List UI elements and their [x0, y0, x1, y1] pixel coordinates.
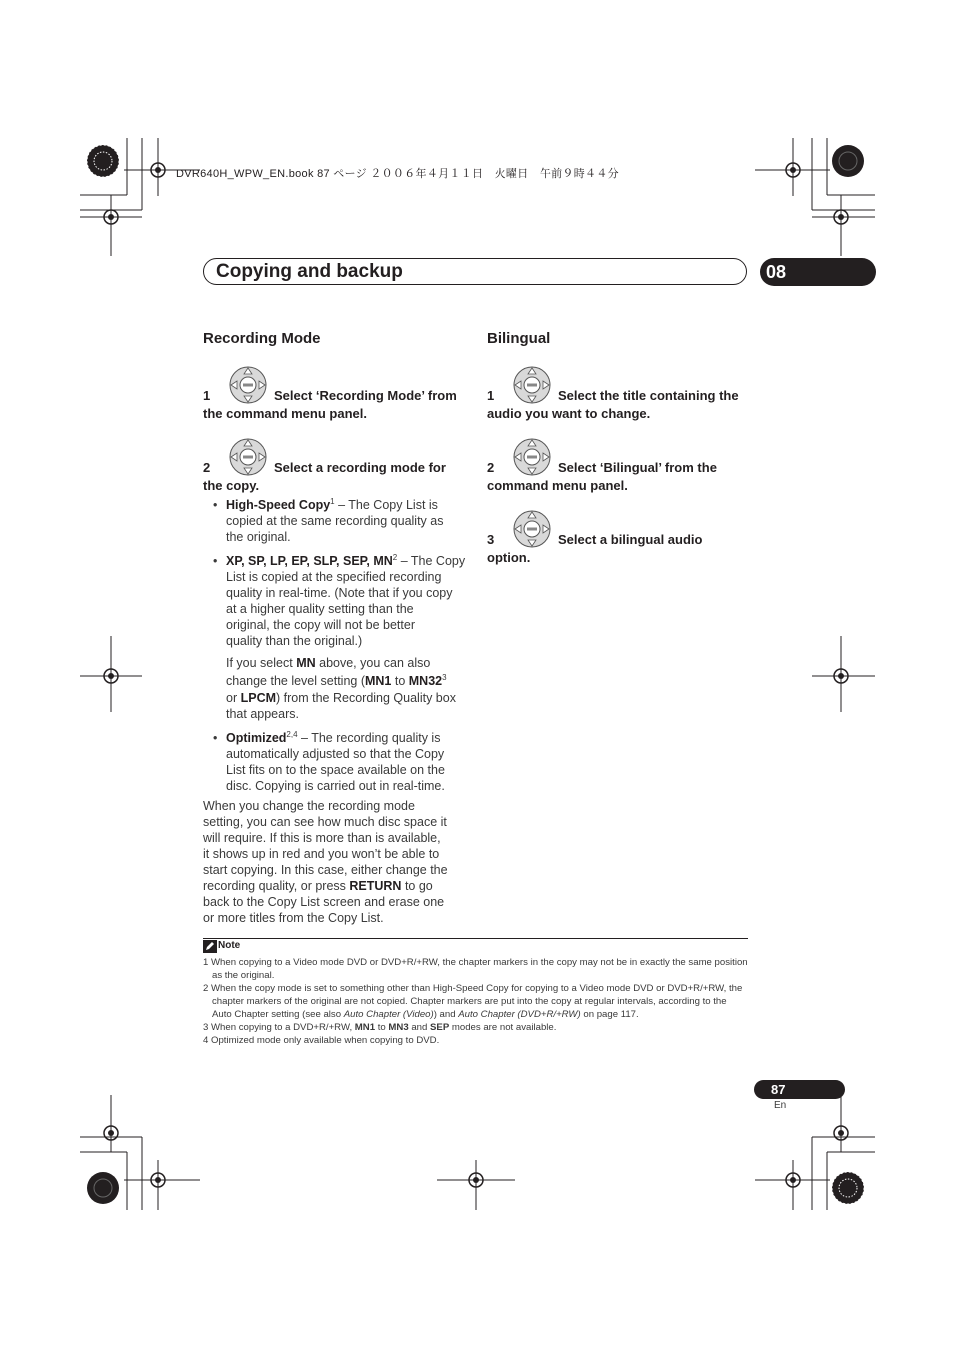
mode-list: XP, SP, LP, EP, SLP, SEP, MN	[226, 554, 393, 568]
bullet-text: quality than the original.)	[226, 634, 363, 648]
right-step-2	[487, 459, 752, 495]
text: and	[408, 1022, 431, 1033]
bullet-text: List fits on to the space available on the	[226, 763, 445, 777]
text-bold: MN	[296, 656, 316, 670]
bullet-text: the original.	[226, 530, 291, 544]
bullet-text: List is copied at the specified recording	[226, 570, 442, 584]
chapter-number: 08	[760, 258, 876, 286]
text: above, you can also	[315, 656, 431, 670]
note-divider	[203, 938, 748, 939]
text: on page 117.	[580, 1009, 639, 1020]
text: to	[375, 1022, 389, 1033]
bullet-text: quality in real-time. (Note that if you copy	[226, 586, 453, 600]
step-text-cont: option.	[487, 550, 531, 565]
footnotes	[203, 956, 748, 1047]
text: ) and	[433, 1009, 459, 1020]
text-bold: MN3	[388, 1022, 409, 1033]
left-step-1	[203, 387, 465, 423]
text: or	[226, 691, 241, 705]
term: High-Speed Copy	[226, 498, 331, 512]
text: back to the Copy List screen and erase one	[203, 895, 445, 909]
page-language: En	[774, 1100, 787, 1111]
note-label: Note	[218, 940, 241, 951]
text: If you select	[226, 656, 297, 670]
footnote-ref: 3	[442, 673, 447, 682]
bullet-text: original, the copy will not be better	[226, 618, 415, 632]
text: recording quality, or press	[203, 879, 350, 893]
recording-mode-heading: Recording Mode	[203, 330, 321, 347]
text: start copying. In this case, either change the	[203, 863, 448, 877]
chapter-title: Copying and backup	[216, 261, 403, 282]
footnote-4: 4 Optimized mode only available when copying to DVD.	[203, 1035, 440, 1046]
bullet-text: disc. Copying is carried out in real-time.	[226, 779, 445, 793]
page-number: 87	[754, 1080, 845, 1099]
bilingual-heading: Bilingual	[487, 330, 551, 347]
text: setting, you can see how much disc space it	[203, 815, 447, 829]
text-bold: MN1	[354, 1022, 376, 1033]
step-text-cont: the copy.	[203, 478, 260, 493]
step-number: 1	[487, 388, 495, 403]
text-bold: MN32	[408, 674, 443, 688]
text: to go	[401, 879, 433, 893]
text: or more titles from the Copy List.	[203, 911, 384, 925]
text: modes are not available.	[449, 1022, 557, 1033]
step-text: Select a recording mode for	[274, 460, 446, 475]
footnote-ref: 2	[392, 553, 398, 562]
bullet-text: copied at the same recording quality as	[226, 514, 444, 528]
text: to	[391, 674, 409, 688]
right-step-3	[487, 531, 752, 567]
text-bold: MN1	[364, 674, 392, 688]
bullet-text: – The Copy	[397, 554, 466, 568]
bullet-text: at a higher quality setting than the	[226, 602, 414, 616]
step-text: Select ‘Recording Mode’ from	[274, 388, 457, 403]
step-text-cont: audio you want to change.	[487, 406, 651, 421]
step-text: Select ‘Bilingual’ from the	[558, 460, 717, 475]
step-number: 2	[487, 460, 495, 475]
step-text-cont: the command menu panel.	[203, 406, 367, 421]
bullet-text: automatically adjusted so that the Copy	[226, 747, 445, 761]
recording-mode-paragraph	[203, 798, 465, 926]
footnote-ref: 2,4	[286, 730, 298, 739]
footnote-ref: 1	[330, 497, 335, 506]
book-file-info: DVR640H_WPW_EN.book 87 ページ ２００６年４月１１日 火曜日 午前９時４４分	[176, 168, 619, 180]
bullet-quality-modes: • XP, SP, LP, EP, SLP, SEP, $MN^2$ – The Copy List is copied at the specified recording quality in real-time. (Note that if you copy at a higher quality setting than the original, the copy will not be better quality than the original.)	[213, 553, 466, 648]
step-text: Select the title containing the	[558, 388, 739, 403]
footnote-2	[203, 982, 748, 1021]
bullet-optimized: • Optimized$^{2,4}$ – The recording quality is automatically adjusted so that the Copy List fits on to the space available on the disc. Copying is carried out in real-time.	[226, 730, 466, 794]
term: Optimized	[226, 731, 287, 745]
footnote-1: 1 When copying to a Video mode DVD or DVD+R/+RW, the chapter markers in the copy may not be in exactly the same position as the original.	[203, 957, 748, 981]
step-number: 2	[203, 460, 211, 475]
step-number: 1	[203, 388, 211, 403]
mn-level-paragraph	[226, 654, 466, 722]
text: 3 When copying to a DVD+R/+RW,	[203, 1022, 355, 1033]
bullet-high-speed-copy: • High-Speed Copy$^1$ – The Copy List is copied at the same recording quality as the original.	[226, 497, 466, 545]
bullet-text: – The Copy List is	[334, 498, 438, 512]
text: ) from the Recording Quality box	[276, 691, 456, 705]
text-bold: LPCM	[240, 691, 277, 705]
text: will require. If this is more than is available,	[203, 831, 441, 845]
text: 2 When the copy mode is set to something other than High-Speed Copy for copying to a Video mode DVD or DVD+R/+RW, the chapter markers of the original are not copied. Chapter markers are put into the copy at regular intervals, according to the Auto Chapter setting (see also	[203, 983, 743, 1020]
text-bold: SEP	[430, 1022, 450, 1033]
return-key-name: RETURN	[349, 879, 402, 893]
text: When you change the recording mode	[203, 799, 415, 813]
bullet-text: – The recording quality is	[297, 731, 441, 745]
step-text-cont: command menu panel.	[487, 478, 628, 493]
text: it shows up in red and you won’t be able to	[203, 847, 440, 861]
text: change the level setting (	[226, 674, 365, 688]
text-italic: Auto Chapter (DVD+R/+RW)	[458, 1009, 581, 1020]
left-step-2	[203, 459, 465, 495]
step-number: 3	[487, 532, 495, 547]
note-pencil-icon	[203, 940, 217, 953]
right-step-1	[487, 387, 752, 423]
text-italic: Auto Chapter (Video)	[343, 1009, 434, 1020]
text: that appears.	[226, 707, 299, 721]
footnote-3	[203, 1021, 748, 1034]
step-text: Select a bilingual audio	[558, 532, 703, 547]
